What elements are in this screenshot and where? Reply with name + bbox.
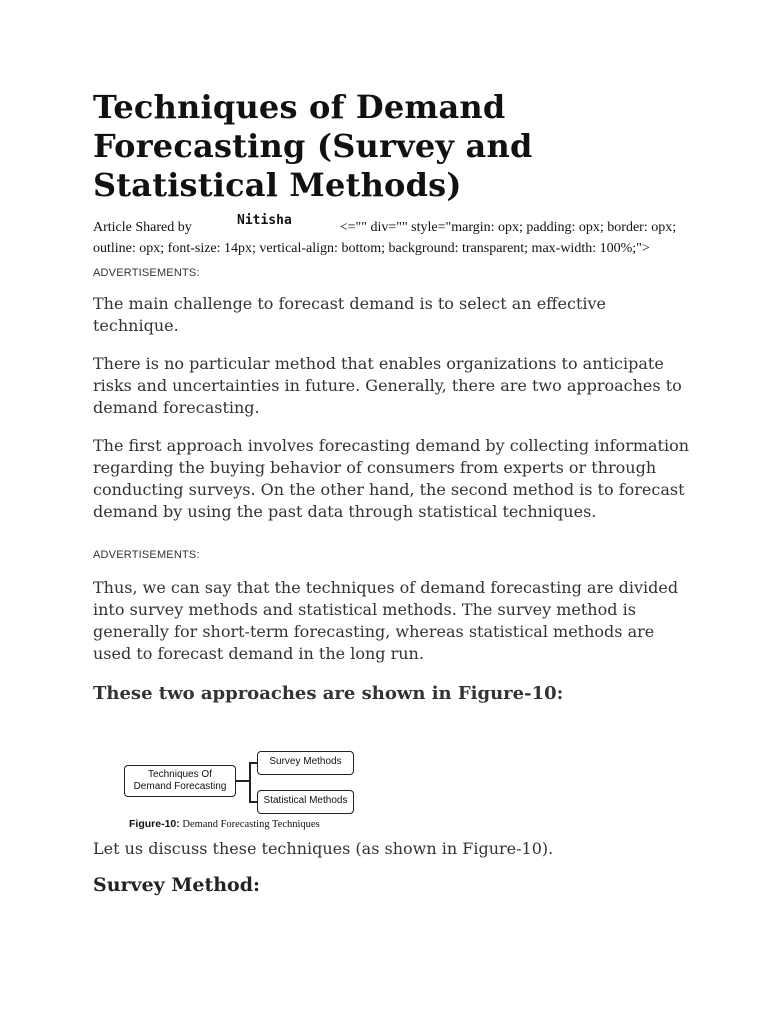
paragraph-1: The main challenge to forecast demand is to select an effective technique. [93,294,607,335]
root-node [124,765,236,797]
paragraph-2: There is no particular method that enables organizations to anticipate risks and uncertainties in future. Generally, there are two approaches to demand forecasting. [93,354,682,417]
lower-section [93,838,693,896]
connector-line [249,762,251,802]
paragraph-3: The first approach involves forecasting demand by collecting information regarding the buying behavior of consumers from experts or through conducting surveys. On the other hand, the second method is to forecast demand by using the past data through statistical techniques. [93,436,690,521]
byline-prefix: Article Shared by [93,220,192,235]
caption-text: Demand Forecasting Techniques [182,819,320,830]
paragraph-4: Thus, we can say that the techniques of demand forecasting are divided into survey methods and statistical methods. The survey method is generally for short-term forecasting, whereas statistical methods are used to forecast demand in the long run. [93,578,679,663]
advertisement-label: ADVERTISEMENTS: [93,267,200,279]
figure-diagram [95,748,395,834]
figure-caption [129,818,320,830]
connector-line [236,780,250,782]
advertisement-label: ADVERTISEMENTS: [93,549,200,561]
byline-code: <="" div="" style="margin: opx; padding: opx; border: opx; outline: opx; font-size: 14px; vertical-align: bottom; background: transparent; max-width: 100%;"> [93,220,677,256]
figure-heading: These two approaches are shown in Figure-10: [93,683,564,704]
branch-node-survey: Survey Methods [257,751,354,775]
caption-number: Figure-10: [129,818,180,830]
article-title: Techniques of Demand Forecasting (Survey and Statistical Methods) [93,88,533,204]
section-heading: Survey Method: [93,874,261,896]
connector-line [249,762,257,764]
root-label-line1: Techniques Of [148,769,212,780]
paragraph-5: Let us discuss these techniques (as shown in Figure-10). [93,839,554,858]
author-name[interactable]: Nitisha [237,213,292,228]
root-label-line2: Demand Forecasting [133,781,227,792]
byline [93,213,693,259]
branch-node-statistical: Statistical Methods [257,790,354,814]
connector-line [249,801,257,803]
article [93,88,693,704]
